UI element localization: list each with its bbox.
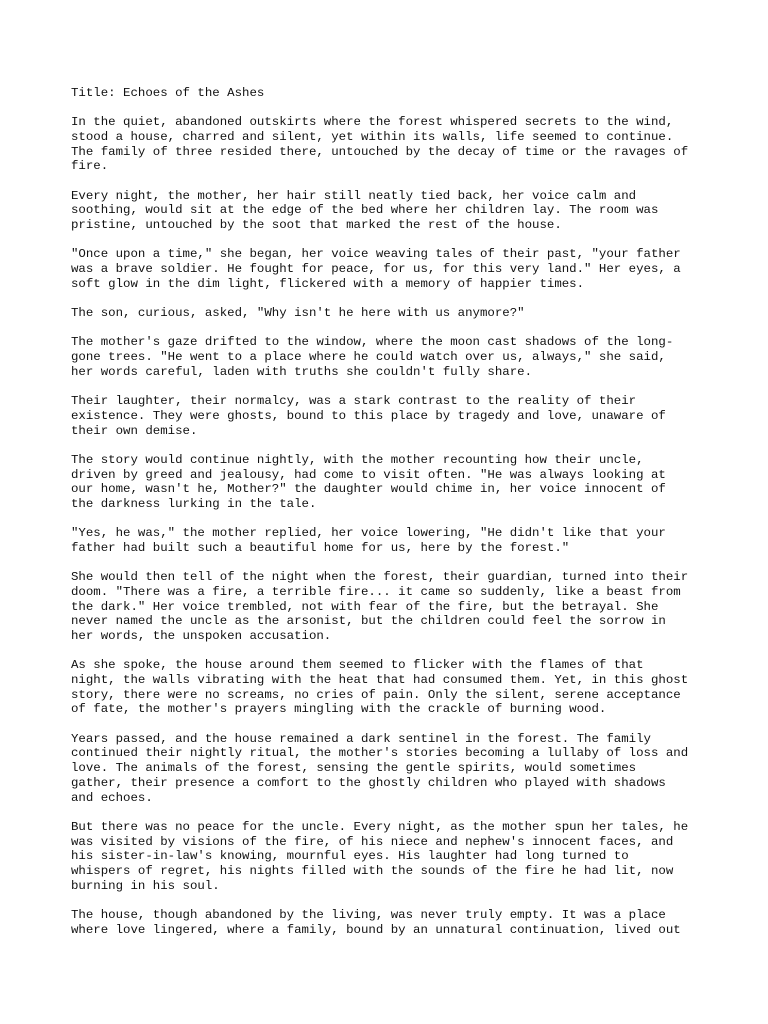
document-body <box>71 86 711 952</box>
paragraph-3: "Once upon a time," she began, her voice weaving tales of their past, "your father was a brave soldier. He fought for peace, for us, for this very land." Her eyes, a soft glow in the dim light, flickered with a memory of happier times. <box>71 247 681 291</box>
paragraph-8: "Yes, he was," the mother replied, her voice lowering, "He didn't like that your father had built such a beautiful home for us, here by the forest." <box>71 526 666 555</box>
paragraph-13: The house, though abandoned by the living, was never truly empty. It was a place where love lingered, where a family, bound by an unnatural continuation, lived out <box>71 907 681 937</box>
paragraph-9: She would then tell of the night when the forest, their guardian, turned into their doom. "There was a fire, a terrible fire... it came so suddenly, like a beast from the dark." Her voice trembled, not with fear of the fire, but the betrayal. She never named the uncle as the arsonist, but the children could feel the sorrow in her words, the unspoken accusation. <box>71 570 689 644</box>
paragraph-4: The son, curious, asked, "Why isn't he here with us anymore?" <box>71 306 525 321</box>
paragraph-1: In the quiet, abandoned outskirts where the forest whispered secrets to the wind, stood a house, charred and silent, yet within its walls, life seemed to continue. The family of three resided there, untouched by the decay of time or the ravages of fire. <box>71 115 689 174</box>
document-title: Title: Echoes of the Ashes <box>71 86 265 100</box>
paragraph-7: The story would continue nightly, with the mother recounting how their uncle, driven by greed and jealousy, had come to visit often. "He was always looking at our home, wasn't he, Mother?" the daughter would chime in, her voice innocent of the darkness lurking in the tale. <box>71 452 666 511</box>
paragraph-11: Years passed, and the house remained a dark sentinel in the forest. The family continued their nightly ritual, the mother's stories becoming a lullaby of loss and love. The animals of the forest, sensing the gentle spirits, would sometimes gather, their presence a comfort to the ghostly children who played with shadows and echoes. <box>71 731 689 805</box>
paragraph-2: Every night, the mother, her hair still neatly tied back, her voice calm and soothing, would sit at the edge of the bed where her children lay. The room was pristine, untouched by the soot that marked the rest of the house. <box>71 188 659 233</box>
paragraph-10: As she spoke, the house around them seemed to flicker with the flames of that night, the walls vibrating with the heat that had consumed them. Yet, in this ghost story, there were no screams, no cries of pain. Only the silent, serene acceptance of fate, the mother's prayers mingling with the crackle of burning wood. <box>71 658 689 717</box>
paragraph-6: Their laughter, their normalcy, was a stark contrast to the reality of their existence. They were ghosts, bound to this place by tragedy and love, unaware of their own demise. <box>71 394 666 438</box>
paragraph-5: The mother's gaze drifted to the window, where the moon cast shadows of the long- gone trees. "He went to a place where he could watch over us, always," she said, her words careful, laden with truths she couldn't fully share. <box>71 335 674 379</box>
paragraph-12: But there was no peace for the uncle. Every night, as the mother spun her tales, he was visited by visions of the fire, of his niece and nephew's innocent faces, and his sister-in-law's knowing, mournful eyes. His laughter had long turned to whispers of regret, his nights filled with the sounds of the fire he had lit, now burning in his soul. <box>71 819 689 893</box>
